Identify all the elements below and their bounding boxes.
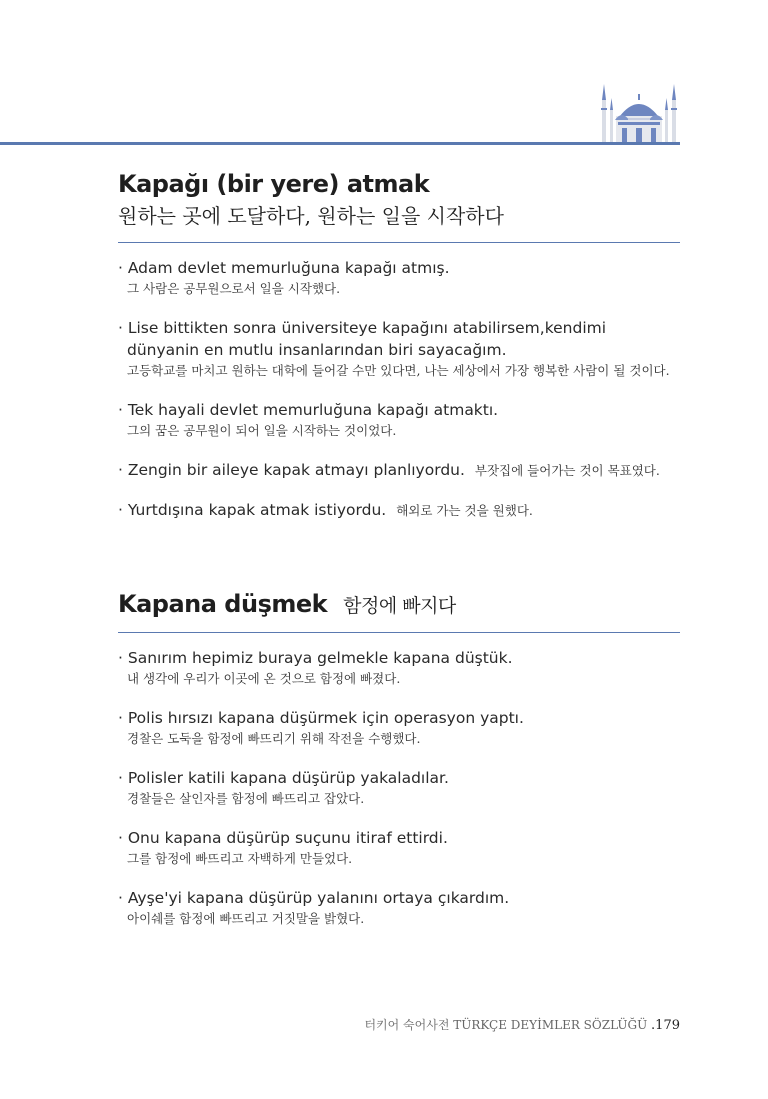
idiom-title bbox=[118, 590, 680, 618]
section-divider bbox=[118, 242, 680, 243]
idiom-meaning: 함정에 빠지다 bbox=[343, 595, 456, 617]
example-korean: 경찰들은 살인자를 함정에 빠뜨리고 잡았다. bbox=[127, 791, 365, 806]
example-item bbox=[118, 399, 680, 442]
example-korean: 내 생각에 우리가 이곳에 온 것으로 함정에 빠졌다. bbox=[127, 671, 401, 686]
example-turkish: · Tek hayali devlet memurluğuna kapağı atmaktı. bbox=[118, 401, 499, 419]
example-item bbox=[118, 827, 680, 870]
example-turkish-text: · Zengin bir aileye kapak atmayı planlıyordu. bbox=[118, 461, 465, 479]
example-list bbox=[118, 257, 680, 522]
idiom-title-text: Kapana düşmek bbox=[118, 590, 328, 618]
example-turkish: · Ayşe'yi kapana düşürüp yalanını ortaya çıkardım. bbox=[118, 889, 510, 907]
example-item bbox=[118, 257, 680, 300]
example-item bbox=[118, 707, 680, 750]
example-item bbox=[118, 647, 680, 690]
idiom-section-2 bbox=[118, 590, 680, 947]
example-list bbox=[118, 647, 680, 930]
footer-title: 터키어 숙어사전 TÜRKÇE DEYİMLER SÖZLÜĞÜ bbox=[364, 1018, 648, 1032]
page-footer bbox=[364, 1016, 680, 1033]
idiom-title: Kapağı (bir yere) atmak bbox=[118, 170, 430, 198]
example-turkish-text: · Yurtdışına kapak atmak istiyordu. bbox=[118, 501, 387, 519]
example-korean: 그를 함정에 빠뜨리고 자백하게 만들었다. bbox=[127, 851, 353, 866]
example-korean: 그의 꿈은 공무원이 되어 일을 시작하는 것이었다. bbox=[127, 423, 397, 438]
example-turkish: · Lise bittikten sonra üniversiteye kapağını atabilirsem,kendimi dünyanin en mutlu insanlarından biri sayacağım. bbox=[118, 319, 607, 359]
header-rule bbox=[0, 142, 680, 145]
example-korean: 경찰은 도둑을 함정에 빠뜨리기 위해 작전을 수행했다. bbox=[127, 731, 421, 746]
section-divider bbox=[118, 632, 680, 633]
example-item bbox=[118, 499, 680, 522]
mosque-icon bbox=[598, 78, 680, 144]
example-turkish: · Polis hırsızı kapana düşürmek için operasyon yaptı. bbox=[118, 709, 524, 727]
example-korean: 아이쉐를 함정에 빠뜨리고 거짓말을 밝혔다. bbox=[127, 911, 365, 926]
example-turkish: · Onu kapana düşürüp suçunu itiraf ettirdi. bbox=[118, 829, 448, 847]
idiom-section-1 bbox=[118, 170, 680, 539]
example-korean: 부잣집에 들어가는 것이 목표였다. bbox=[474, 463, 660, 478]
example-turkish: · Sanırım hepimiz buraya gelmekle kapana düştük. bbox=[118, 649, 513, 667]
example-item bbox=[118, 767, 680, 810]
example-item bbox=[118, 317, 680, 382]
example-turkish: · Adam devlet memurluğuna kapağı atmış. bbox=[118, 259, 450, 277]
example-korean: 그 사람은 공무원으로서 일을 시작했다. bbox=[127, 281, 341, 296]
example-turkish bbox=[118, 459, 680, 482]
example-korean: 고등학교를 마치고 원하는 대학에 들어갈 수만 있다면, 나는 세상에서 가장 행복한 사람이 될 것이다. bbox=[127, 363, 670, 378]
example-item bbox=[118, 887, 680, 930]
example-korean: 해외로 가는 것을 원했다. bbox=[396, 503, 533, 518]
example-item bbox=[118, 459, 680, 482]
example-turkish bbox=[118, 499, 680, 522]
idiom-meaning: 원하는 곳에 도달하다, 원하는 일을 시작하다 bbox=[118, 204, 504, 228]
page-number: .179 bbox=[651, 1018, 680, 1033]
example-turkish: · Polisler katili kapana düşürüp yakaladılar. bbox=[118, 769, 449, 787]
